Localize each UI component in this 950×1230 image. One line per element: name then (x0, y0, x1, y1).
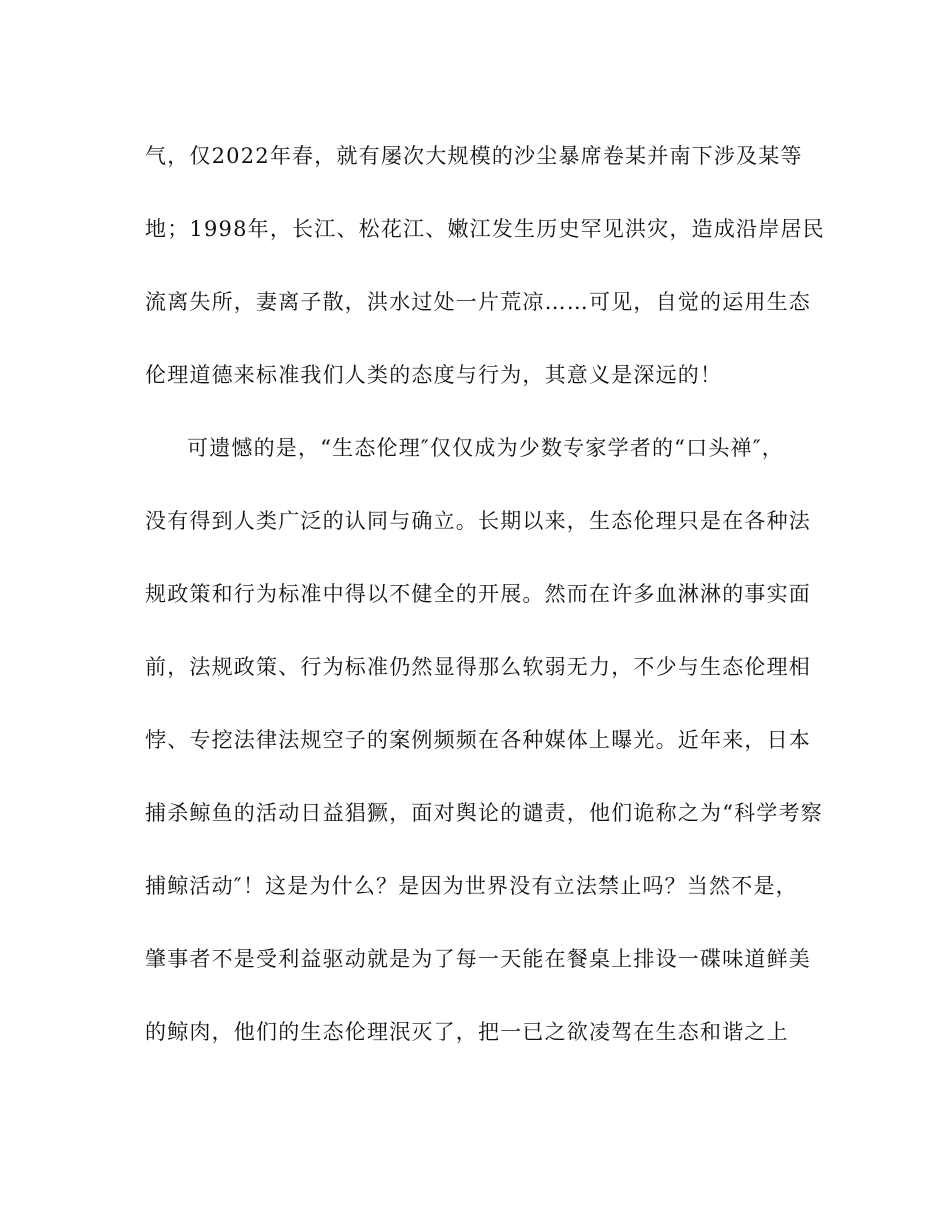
text-line: 的鲸肉，他们的生态伦理泯灭了，把一已之欲凌驾在生态和谐之上 (145, 1020, 789, 1044)
text-line: 伦理道德来标准我们人类的态度与行为，其意义是深远的！ (145, 363, 723, 387)
text-line: 流离失所，妻离子散，洪水过处一片荒凉……可见，自觉的运用生态 (145, 290, 811, 314)
text-line: 气，仅2022年春，就有屡次大规模的沙尘暴席卷某并南下涉及某等 (145, 144, 803, 168)
text-line: 前，法规政策、行为标准仍然显得那么软弱无力，不少与生态伦理相 (145, 655, 811, 679)
text-line: 捕杀鲸鱼的活动日益猖獗，面对舆论的谴责，他们诡称之为“科学考察 (145, 801, 823, 825)
text-line: 悖、专挖法律法规空子的案例频频在各种媒体上曝光。近年来，日本 (145, 728, 811, 752)
text-line: 肇事者不是受利益驱动就是为了每一天能在餐桌上排设一碟味道鲜美 (145, 947, 811, 971)
text-line: 规政策和行为标准中得以不健全的开展。然而在许多血淋淋的事实面 (145, 582, 811, 606)
text-line: 没有得到人类广泛的认同与确立。长期以来，生态伦理只是在各种法 (145, 509, 811, 533)
text-line: 捕鲸活动″！这是为什么？是因为世界没有立法禁止吗？当然不是， (145, 874, 798, 898)
text-line: 可遗憾的是，“生态伦理″仅仅成为少数专家学者的“口头禅″， (187, 436, 784, 460)
text-line: 地；1998年，长江、松花江、嫩江发生历史罕见洪灾，造成沿岸居民 (145, 217, 825, 241)
